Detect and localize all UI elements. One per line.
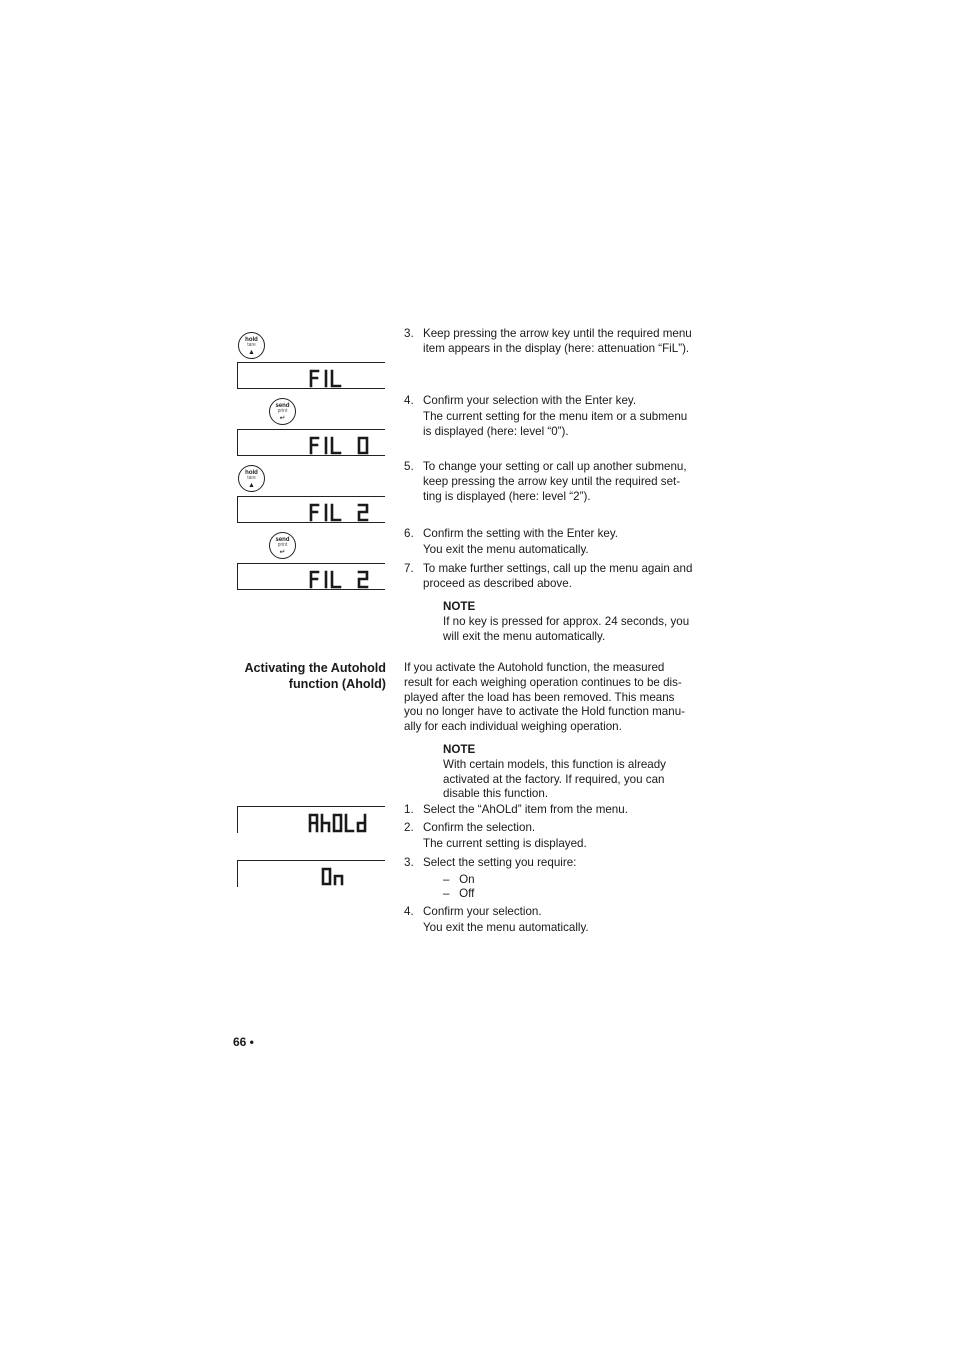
step-text: To change your setting or call up another submenu, keep pressing the arrow key until the required set-ting is displayed (here: level “2”). [423,460,687,503]
key-label: send [275,403,290,409]
key-label: hold [245,470,258,476]
note-title: NOTE [443,600,476,613]
key-label: hold [245,337,258,343]
lcd-display-fil-2 [237,496,385,523]
step-detail: The current setting is displayed. [423,837,587,850]
key-sublabel: print [277,408,288,414]
note-box [443,600,695,644]
lcd-digits [238,861,386,888]
arrow-up-icon: ▲ [248,482,255,489]
step-number: 3. [404,327,414,340]
step-detail: You exit the menu automatically. [423,921,589,934]
step-detail: The current setting for the menu item or a submenu is displayed (here: level “0”). [423,410,688,438]
lcd-digits [238,564,386,591]
lcd-display-fil-0 [237,429,385,456]
step-text: Confirm the setting with the Enter key. [423,527,619,540]
step-number: 6. [404,527,414,540]
step-number: 2. [404,821,414,834]
key-sublabel: print [277,542,288,548]
send-print-key[interactable] [269,398,296,425]
section-heading [215,660,386,692]
page-number: 66 • [233,1035,254,1049]
lcd-display-on [237,860,385,887]
step-text: Select the “AhOLd” item from the menu. [423,803,628,816]
heading-line: Activating the Autohold [244,661,386,675]
step-number: 4. [404,394,414,407]
note-text: If no key is pressed for approx. 24 seconds, you will exit the menu automatically. [443,614,690,643]
step-detail: You exit the menu automatically. [423,543,589,556]
key-label: send [275,537,290,543]
lcd-digits [238,430,386,457]
note-box [443,743,683,802]
section-intro: If you activate the Autohold function, the measured result for each weighing operation continues to be dis-played after the load has been removed. This means you no longer have to activate the Hold function manu-ally for each individual weighing operation. [404,661,686,734]
step-number: 3. [404,856,414,869]
note-title: NOTE [443,743,476,756]
lcd-display-ahold [237,806,385,833]
step-text: To make further settings, call up the menu again and proceed as described above. [423,562,693,590]
step-text: Confirm the selection. [423,821,536,834]
option-label: On [459,873,475,886]
step-text: Confirm your selection. [423,905,542,918]
step-number: 5. [404,460,414,473]
lcd-digits [238,363,386,390]
option-item: – On [443,873,475,886]
enter-icon: ↵ [279,549,286,556]
lcd-digits [238,807,386,834]
heading-line: function (Ahold) [288,677,386,691]
step-number: 1. [404,803,414,816]
lcd-digits [238,497,386,524]
arrow-up-icon: ▲ [248,349,255,356]
note-text: With certain models, this function is already activated at the factory. If required, you can disable this function. [443,757,666,801]
step-text: Confirm your selection with the Enter key. [423,394,637,407]
option-label: Off [459,887,475,900]
enter-icon: ↵ [279,415,286,422]
key-sublabel: tare [247,475,256,481]
step-number: 4. [404,905,414,918]
option-item: – Off [443,887,475,900]
hold-tare-key[interactable] [238,332,265,359]
step-text: Keep pressing the arrow key until the required menu item appears in the display (here: attenuation “FiL”). [423,327,692,355]
hold-tare-key[interactable] [238,465,265,492]
lcd-display-fil-2-confirmed [237,563,385,590]
key-sublabel: tare [247,342,256,348]
step-number: 7. [404,562,414,575]
send-print-key[interactable] [269,532,296,559]
step-text: Select the setting you require: [423,856,577,869]
lcd-display-fil [237,362,385,389]
